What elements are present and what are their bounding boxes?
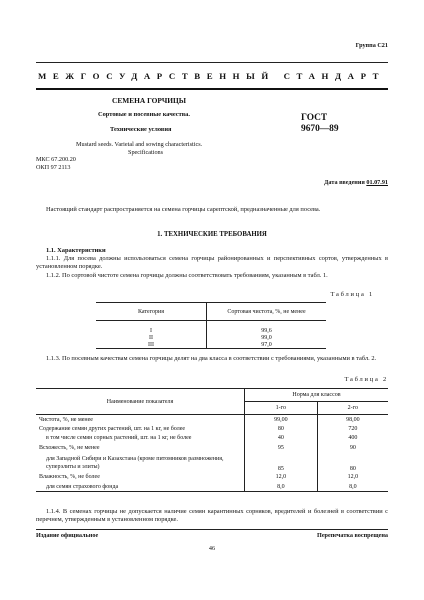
table-row	[36, 482, 388, 492]
table-2-header-class-2: 2-го	[317, 402, 388, 415]
table-2-class-2-value: 400	[317, 434, 388, 443]
okp-code: ОКП 97 2113	[36, 164, 71, 171]
table-1-header-category: Категория	[96, 303, 207, 321]
table-1-value: 99,6	[207, 327, 327, 334]
gost-label: ГОСТ	[301, 113, 328, 123]
table-2-class-2-value: 720	[317, 424, 388, 433]
footer-official: Издание официальное	[36, 532, 99, 539]
table-1-header-purity: Сортовая чистота, %, не менее	[207, 303, 327, 321]
table-2-class-2-value: 98,00	[317, 415, 388, 425]
table-2-class-1-value: 40	[245, 434, 318, 443]
doc-title-english-2: Specifications	[128, 149, 164, 156]
top-rule	[36, 62, 388, 63]
doc-subtitle-1: Сортовые и посевные качества.	[98, 111, 190, 118]
gost-number: 9670—89	[301, 124, 339, 134]
footer-rule	[36, 529, 388, 530]
table-2-class-1-value: 95	[245, 443, 318, 452]
table-2-class-2-value: 80	[317, 453, 388, 473]
table-row	[36, 473, 388, 482]
table-2-indicator: для семян страхового фонда	[36, 482, 245, 492]
table-row	[36, 424, 388, 433]
table-row	[96, 341, 326, 349]
standard-banner: МЕЖГОСУДАРСТВЕННЫЙ СТАНДАРТ	[38, 71, 386, 81]
section-heading: 1. ТЕХНИЧЕСКИЕ ТРЕБОВАНИЯ	[157, 231, 267, 238]
table-2-header-norm: Норма для классов	[245, 389, 389, 402]
table-1-category: III	[96, 341, 207, 349]
table-row	[36, 415, 388, 425]
group-code: Группа С21	[355, 42, 388, 49]
table-2-class-2-value: 90	[317, 443, 388, 452]
table-row	[36, 453, 388, 473]
intro-date	[324, 179, 388, 187]
scope-paragraph: Настоящий стандарт распространяется на семена горчицы сарептской, предназначенные для посева.	[46, 206, 321, 213]
table-2-indicator: Влажность, %, не более	[39, 474, 100, 481]
intro-date-label: Дата введения	[324, 179, 365, 186]
table-2-class-1-value: 12,0	[245, 473, 318, 482]
doc-subtitle-2: Технические условия	[110, 126, 172, 133]
doc-title-english-1: Mustard seeds. Varietal and sowing characteristics.	[76, 141, 203, 148]
table-1-caption: Таблица 1	[330, 291, 374, 298]
footer-reprint: Перепечатка воспрещена	[317, 532, 388, 539]
table-2-header-name: Наименование показателя	[36, 389, 245, 415]
table-2-header-class-1: 1-го	[245, 402, 318, 415]
table-1-value: 99,0	[207, 334, 327, 341]
paragraph-1-1-2: 1.1.2. По сортовой чистоте семена горчицы должны соответствовать требованиям, указанным в табл. 1.	[46, 272, 328, 279]
table-2-class-1-value: 99,00	[245, 415, 318, 425]
table-row	[36, 434, 388, 443]
table-2-class-1-value: 8,0	[245, 482, 318, 492]
table-2-class-2-value: 12,0	[317, 473, 388, 482]
table-2-indicator: Всхожесть, %, не менее	[39, 444, 100, 451]
table-2-caption: Таблица 2	[344, 376, 388, 383]
paragraph-1-1-1: 1.1.1. Для посева должны использоваться семена горчицы районированных и перспективных сортов, утвержденных в установленном порядке.	[36, 255, 388, 271]
paragraph-1-1-3: 1.1.3. По посевным качествам семена горчицы делят на два класса в соответствии с требованиями, указанными в табл. 2.	[46, 355, 377, 362]
table-2-class-2-value: 8,0	[317, 482, 388, 492]
table-2-indicator: Чистота, %, не менее	[39, 416, 93, 423]
table-1-value: 97,0	[207, 341, 327, 349]
table-row	[96, 327, 326, 334]
subsection-heading: 1.1. Характеристики	[46, 247, 106, 254]
table-2-indicator: Содержание семян других растений, шт. на 1 кг, не более	[39, 426, 186, 433]
page-number: 46	[208, 545, 216, 552]
table-row	[36, 443, 388, 452]
banner-rule	[36, 88, 388, 90]
intro-date-value: 01.07.91	[366, 179, 388, 186]
table-2-indicator: в том числе семян сорных растений, шт. на 1 кг, не более	[46, 435, 192, 442]
table-1-category: I	[150, 327, 152, 334]
table-row	[96, 334, 326, 341]
mks-code: МКС 67.200.20	[36, 156, 76, 163]
table-1	[96, 302, 326, 349]
table-2-class-1-value: 80	[245, 424, 318, 433]
table-2	[36, 388, 388, 492]
table-1-category: II	[149, 334, 153, 341]
table-2-class-1-value: 85	[245, 453, 318, 473]
doc-title: СЕМЕНА ГОРЧИЦЫ	[112, 96, 187, 105]
paragraph-1-1-4: 1.1.4. В семенах горчицы не допускается наличие семян карантинных сорняков, вредителей и болезней в соответствии с перечнем, утвержденным в установленном порядке.	[36, 508, 388, 524]
table-2-indicator: для Западной Сибири и Казахстана (кроме питомников размножения, суперэлиты и элиты)	[46, 455, 224, 470]
